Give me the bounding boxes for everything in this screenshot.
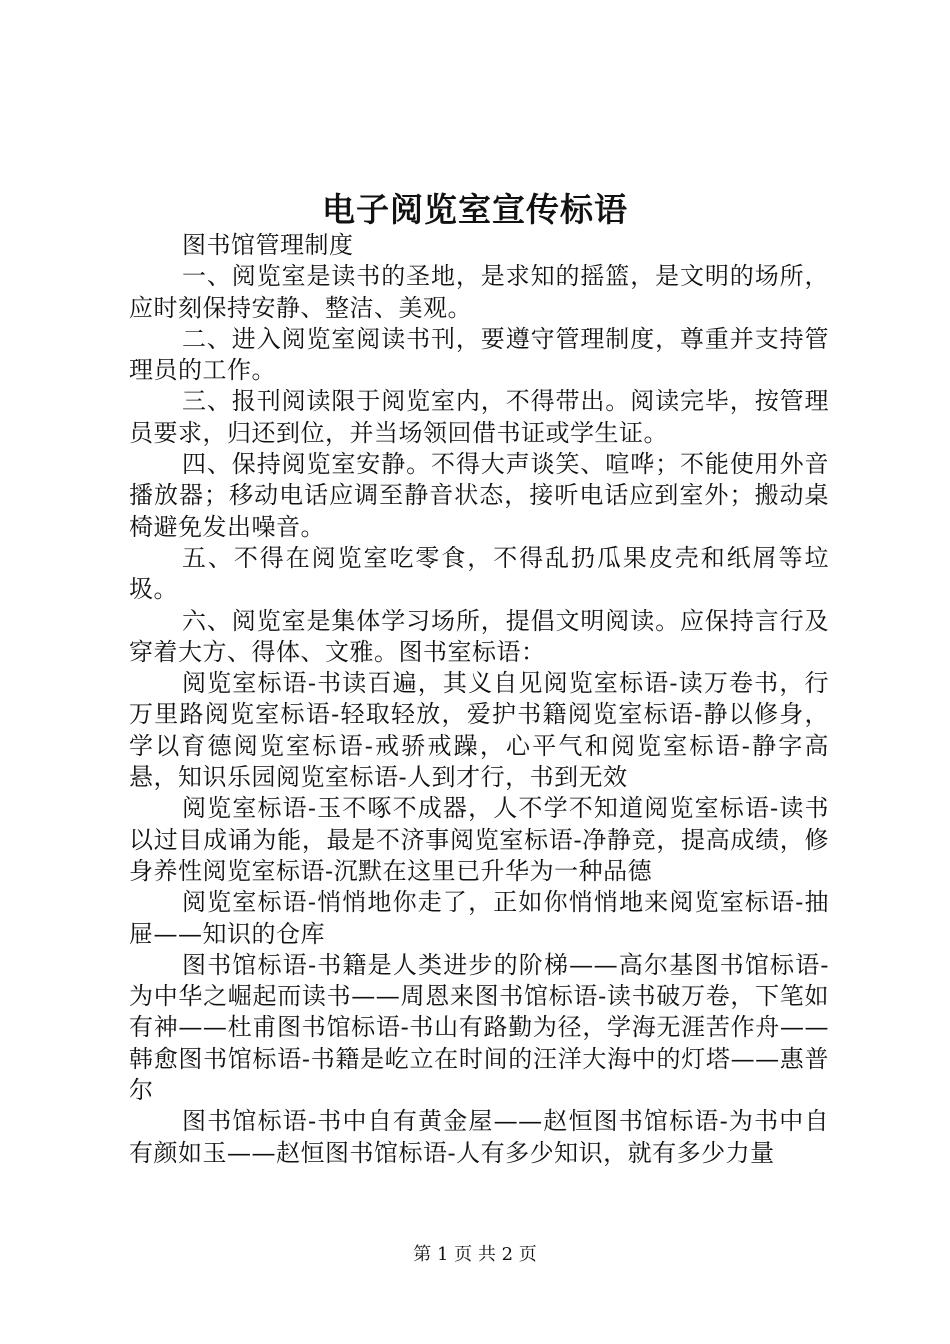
paragraph-slogans-1: 阅览室标语-书读百遍，其义自见阅览室标语-读万卷书，行万里路阅览室标语-轻取轻放，爱护书籍阅览室标语-静以修身，学以育德阅览室标语-戒骄戒躁，心平气和阅览室标语-静字高悬，知识乐园阅览室标语-人到才行，书到无效 <box>129 669 829 792</box>
paragraph-rule-6: 六、阅览室是集体学习场所，提倡文明阅读。应保持言行及穿着大方、得体、文雅。图书室标语： <box>129 606 829 666</box>
paragraph-library-slogans-2: 图书馆标语-书中自有黄金屋——赵恒图书馆标语-为书中自有颜如玉——赵恒图书馆标语-人有多少知识，就有多少力量 <box>129 1107 829 1167</box>
paragraph-rule-4: 四、保持阅览室安静。不得大声谈笑、喧哗；不能使用外音播放器；移动电话应调至静音状态，接听电话应到室外；搬动桌椅避免发出噪音。 <box>129 450 829 541</box>
paragraph-rule-5: 五、不得在阅览室吃零食，不得乱扔瓜果皮壳和纸屑等垃圾。 <box>129 543 829 604</box>
document-body <box>129 230 829 1169</box>
page-number: 第 1 页 共 2 页 <box>413 1244 537 1265</box>
document-title: 电子阅览室宣传标语 <box>322 190 628 229</box>
paragraph-library-slogans-1: 图书馆标语-书籍是人类进步的阶梯——高尔基图书馆标语-为中华之崛起而读书——周恩来图书馆标语-读书破万卷，下笔如有神——杜甫图书馆标语-书山有路勤为径，学海无涯苦作舟——韩愈图书馆标语-书籍是屹立在时间的汪洋大海中的灯塔——惠普尔 <box>129 950 829 1105</box>
paragraph-rule-1: 一、阅览室是读书的圣地，是求知的摇篮，是文明的场所，应时刻保持安静、整洁、美观。 <box>129 262 829 322</box>
paragraph-heading: 图书馆管理制度 <box>182 231 354 259</box>
paragraph-rule-2: 二、进入阅览室阅读书刊，要遵守管理制度，尊重并支持管理员的工作。 <box>129 324 829 385</box>
paragraph-slogans-3: 阅览室标语-悄悄地你走了，正如你悄悄地来阅览室标语-抽屉——知识的仓库 <box>129 888 829 948</box>
paragraph-rule-3: 三、报刊阅读限于阅览室内，不得带出。阅读完毕，按管理员要求，归还到位，并当场领回借书证或学生证。 <box>129 387 829 447</box>
paragraph-slogans-2: 阅览室标语-玉不啄不成器，人不学不知道阅览室标语-读书以过目成诵为能，最是不济事阅览室标语-净静竞，提高成绩，修身养性阅览室标语-沉默在这里已升华为一种品德 <box>129 794 829 885</box>
